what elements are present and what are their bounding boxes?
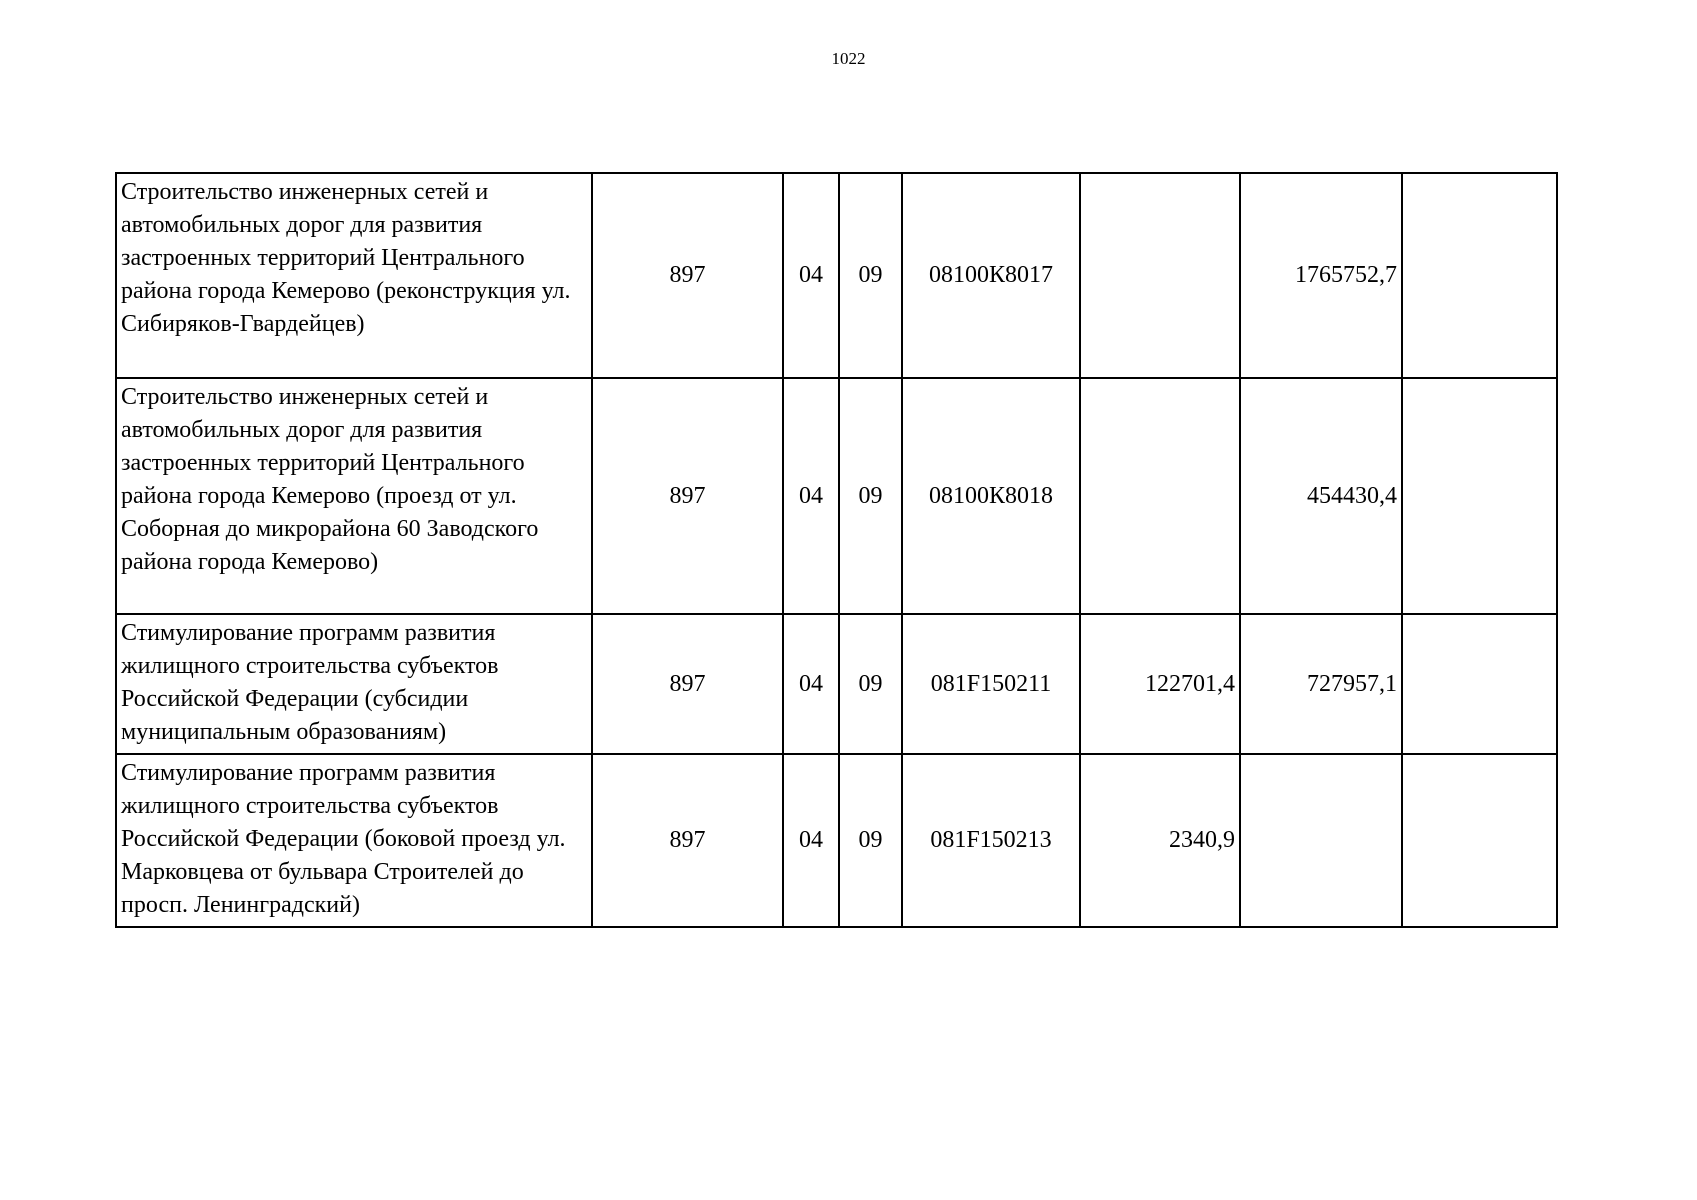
row-code: 897 (592, 378, 783, 614)
budget-table (115, 172, 1558, 928)
row-amount-2: 1765752,7 (1240, 173, 1402, 378)
table-row (116, 614, 1557, 754)
row-target-article: 081F150211 (902, 614, 1080, 754)
row-subsection: 09 (839, 173, 902, 378)
row-description: Стимулирование программ развития жилищного строительства субъектов Российской Федерации (боковой проезд ул. Марковцева от бульвара Строителей до просп. Ленинградский) (116, 754, 592, 927)
row-section: 04 (783, 173, 839, 378)
row-code: 897 (592, 754, 783, 927)
row-section: 04 (783, 754, 839, 927)
row-amount-1 (1080, 378, 1240, 614)
row-amount-1 (1080, 173, 1240, 378)
row-target-article: 081F150213 (902, 754, 1080, 927)
row-amount-3 (1402, 173, 1557, 378)
table-row (116, 754, 1557, 927)
row-code: 897 (592, 173, 783, 378)
row-subsection: 09 (839, 754, 902, 927)
row-section: 04 (783, 378, 839, 614)
row-target-article: 08100К8017 (902, 173, 1080, 378)
row-amount-3 (1402, 378, 1557, 614)
table-row (116, 378, 1557, 614)
row-subsection: 09 (839, 614, 902, 754)
table-row (116, 173, 1557, 378)
row-amount-2: 454430,4 (1240, 378, 1402, 614)
row-subsection: 09 (839, 378, 902, 614)
row-amount-1: 122701,4 (1080, 614, 1240, 754)
row-code: 897 (592, 614, 783, 754)
row-amount-3 (1402, 754, 1557, 927)
row-amount-2: 727957,1 (1240, 614, 1402, 754)
row-amount-1: 2340,9 (1080, 754, 1240, 927)
row-amount-3 (1402, 614, 1557, 754)
row-description: Стимулирование программ развития жилищного строительства субъектов Российской Федерации (субсидии муниципальным образованиям) (116, 614, 592, 754)
page-number: 1022 (831, 49, 866, 68)
row-description: Строительство инженерных сетей и автомобильных дорог для развития застроенных территорий Центрального района города Кемерово (реконструкция ул. Сибиряков-Гвардейцев) (116, 173, 592, 378)
row-amount-2 (1240, 754, 1402, 927)
row-target-article: 08100К8018 (902, 378, 1080, 614)
row-description: Строительство инженерных сетей и автомобильных дорог для развития застроенных территорий Центрального района города Кемерово (проезд от ул. Соборная до микрорайона 60 Заводского района города Кемерово) (116, 378, 592, 614)
row-section: 04 (783, 614, 839, 754)
